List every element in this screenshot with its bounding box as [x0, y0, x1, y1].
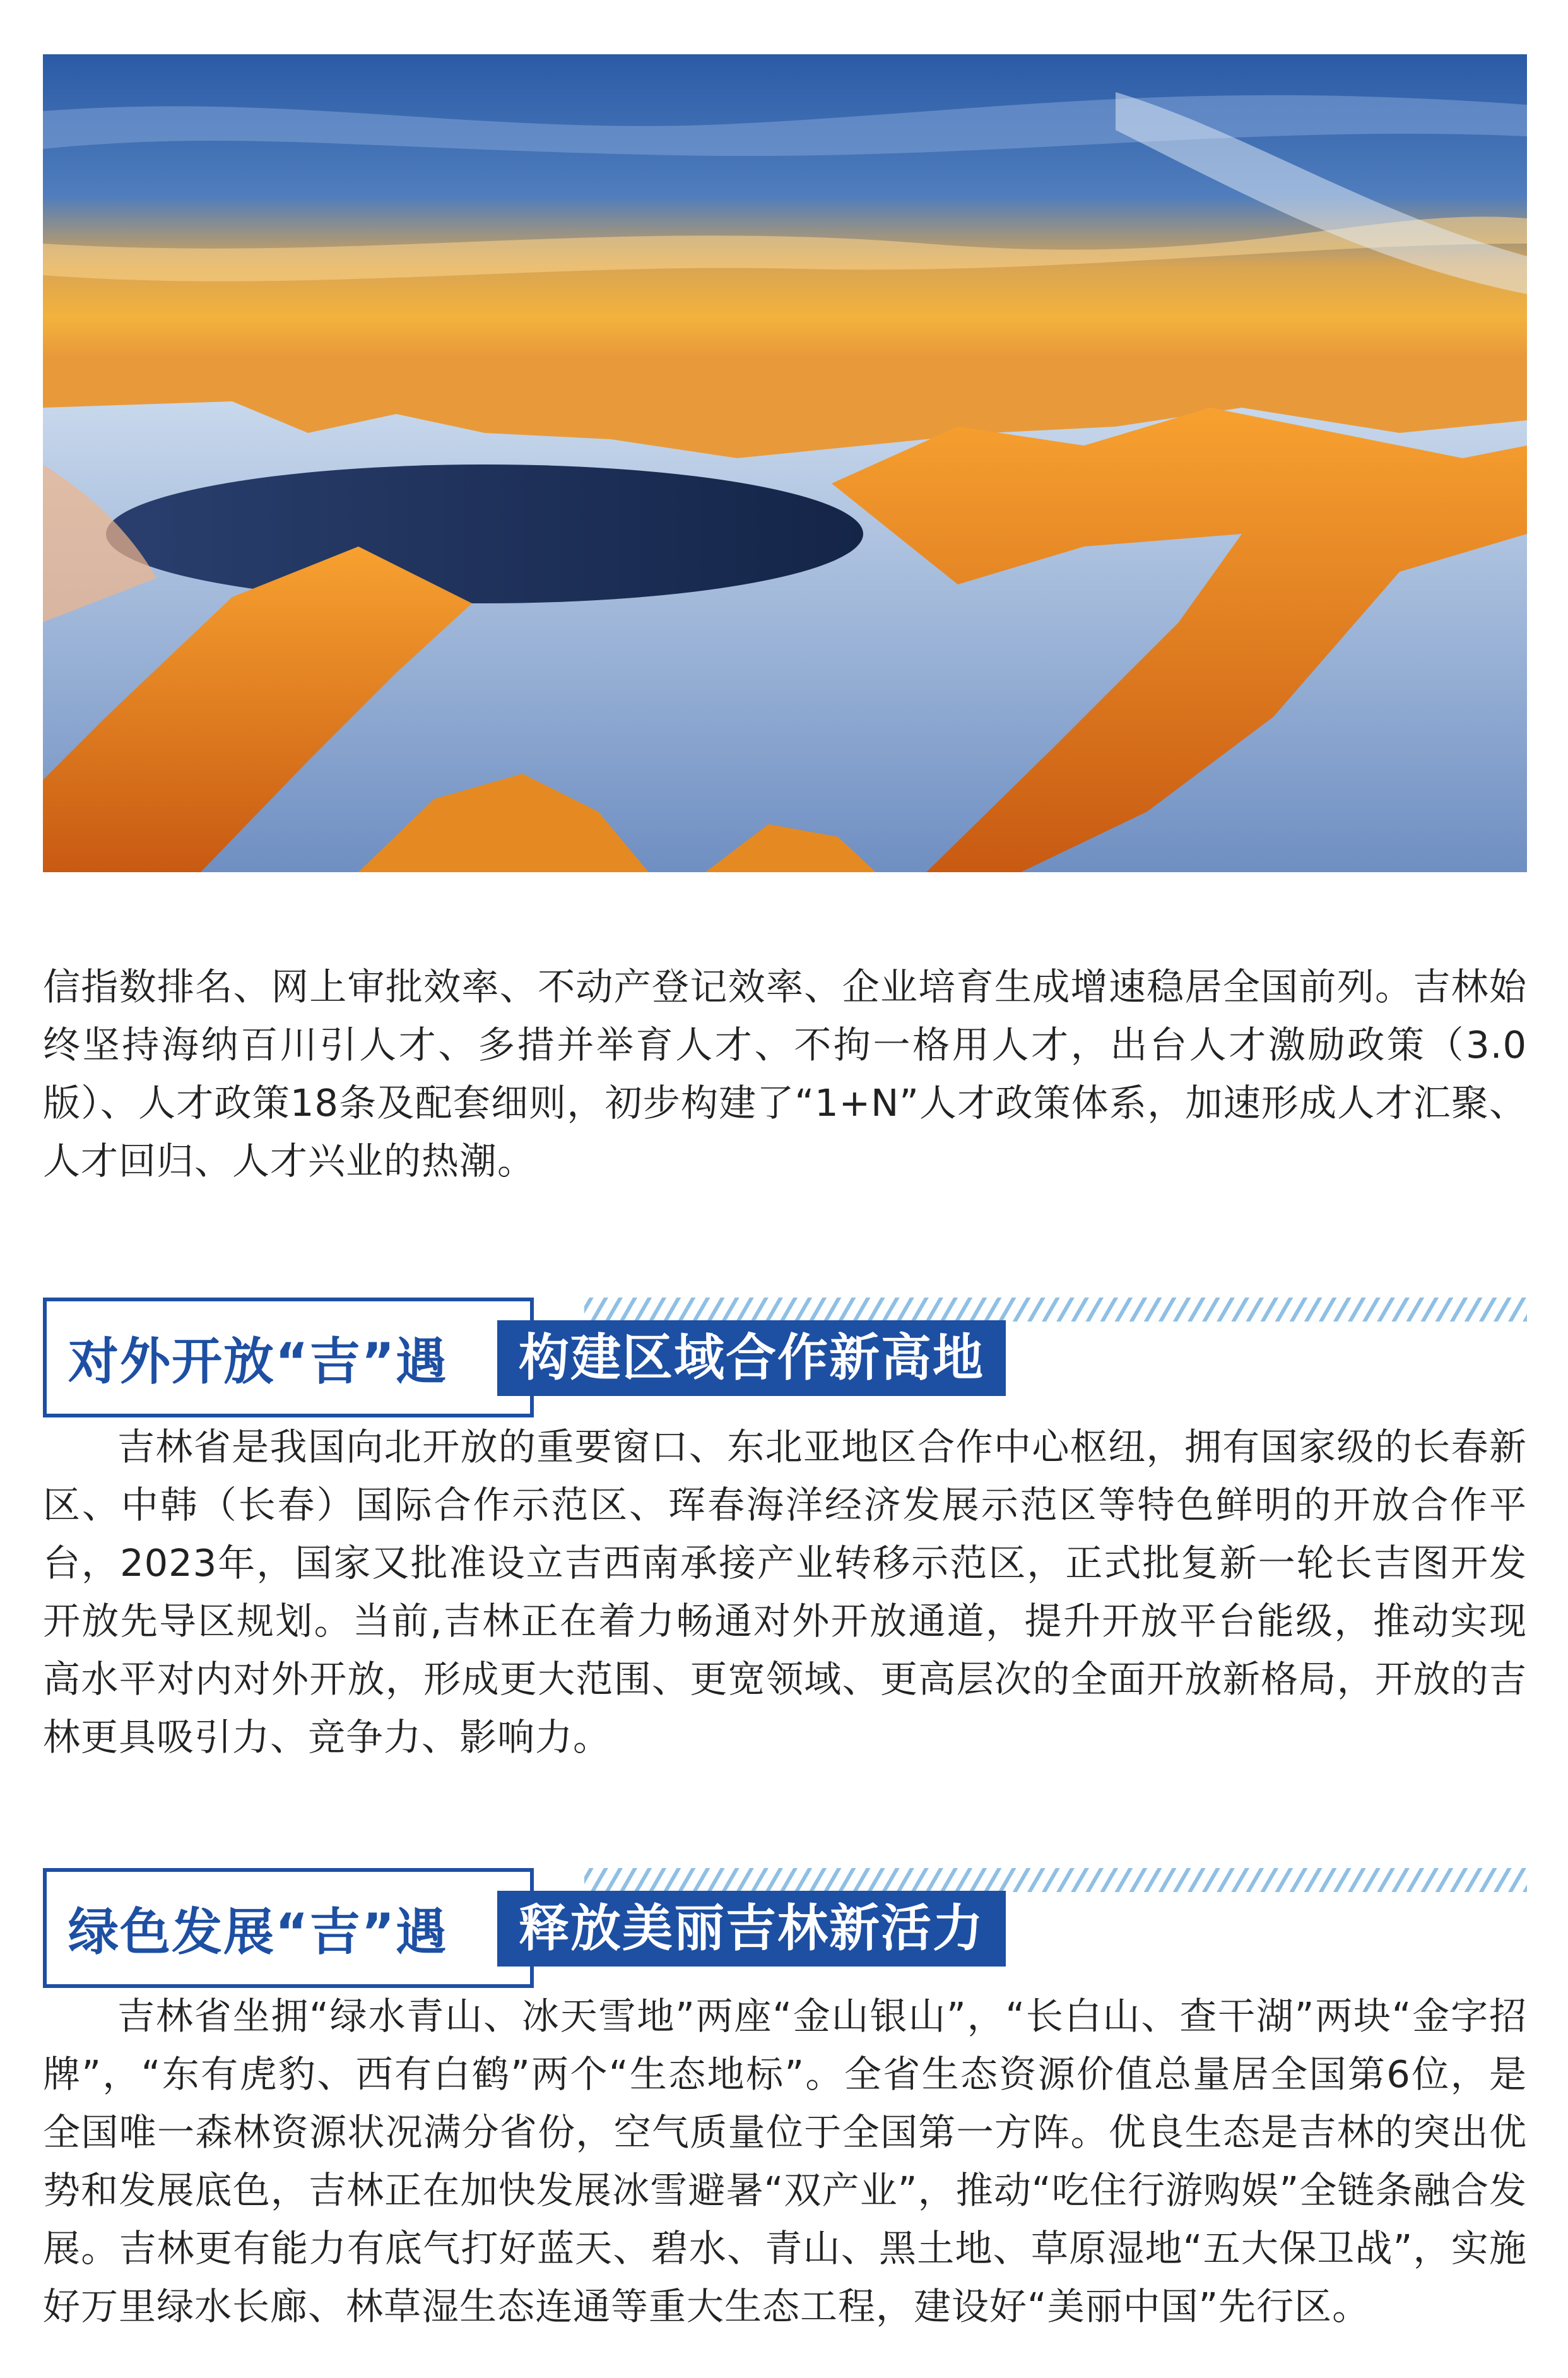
heading-frame — [43, 1868, 534, 1988]
heading-title: 对外开放“吉”遇 — [68, 1332, 448, 1391]
heading-title: 绿色发展“吉”遇 — [68, 1903, 448, 1961]
green-section-paragraph: 吉林省坐拥“绿水青山、冰天雪地”两座“金山银山”，“长白山、查干湖”两块“金字招牌”，“东有虎豹、西有白鹤”两个“生态地标”。全省生态资源价值总量居全国第6位，是全国唯一森林资源状况满分省份，空气质量位于全国第一方阵。优良生态是吉林的突出优势和发展底色，吉林正在加快发展冰雪避暑“双产业”，推动“吃住行游购娱”全链条融合发展。吉林更有能力有底气打好蓝天、碧水、青山、黑土地、草原湿地“五大保卫战”，实施好万里绿水长廊、林草湿生态连通等重大生态工程，建设好“美丽中国”先行区。 — [43, 1994, 1527, 2328]
heading-frame — [43, 1298, 534, 1417]
heading-subtitle: 释放美丽吉林新活力 — [497, 1891, 1006, 1967]
heading-stripe-decoration — [584, 1868, 1527, 1892]
hero-photo-changbai-tianchi — [43, 54, 1527, 872]
intro-paragraph: 信指数排名、网上审批效率、不动产登记效率、企业培育生成增速稳居全国前列。吉林始终坚持海纳百川引人才、多措并举育人才、不拘一格用人才，出台人才激励政策（3.0版）、人才政策18条及配套细则，初步构建了“1+N”人才政策体系，加速形成人才汇聚、人才回归、人才兴业的热潮。 — [43, 965, 1527, 1183]
section-heading-open — [43, 1298, 1527, 1424]
heading-stripe-decoration — [584, 1298, 1527, 1322]
section-heading-green — [43, 1868, 1527, 1994]
heading-subtitle: 构建区域合作新高地 — [497, 1320, 1006, 1396]
open-section-paragraph: 吉林省是我国向北开放的重要窗口、东北亚地区合作中心枢纽，拥有国家级的长春新区、中韩（长春）国际合作示范区、珲春海洋经济发展示范区等特色鲜明的开放合作平台，2023年，国家又批准设立吉西南承接产业转移示范区，正式批复新一轮长吉图开发开放先导区规划。当前,吉林正在着力畅通对外开放通道，提升开放平台能级，推动实现高水平对内对外开放，形成更大范围、更宽领域、更高层次的全面开放新格局，开放的吉林更具吸引力、竞争力、影响力。 — [43, 1425, 1527, 1759]
